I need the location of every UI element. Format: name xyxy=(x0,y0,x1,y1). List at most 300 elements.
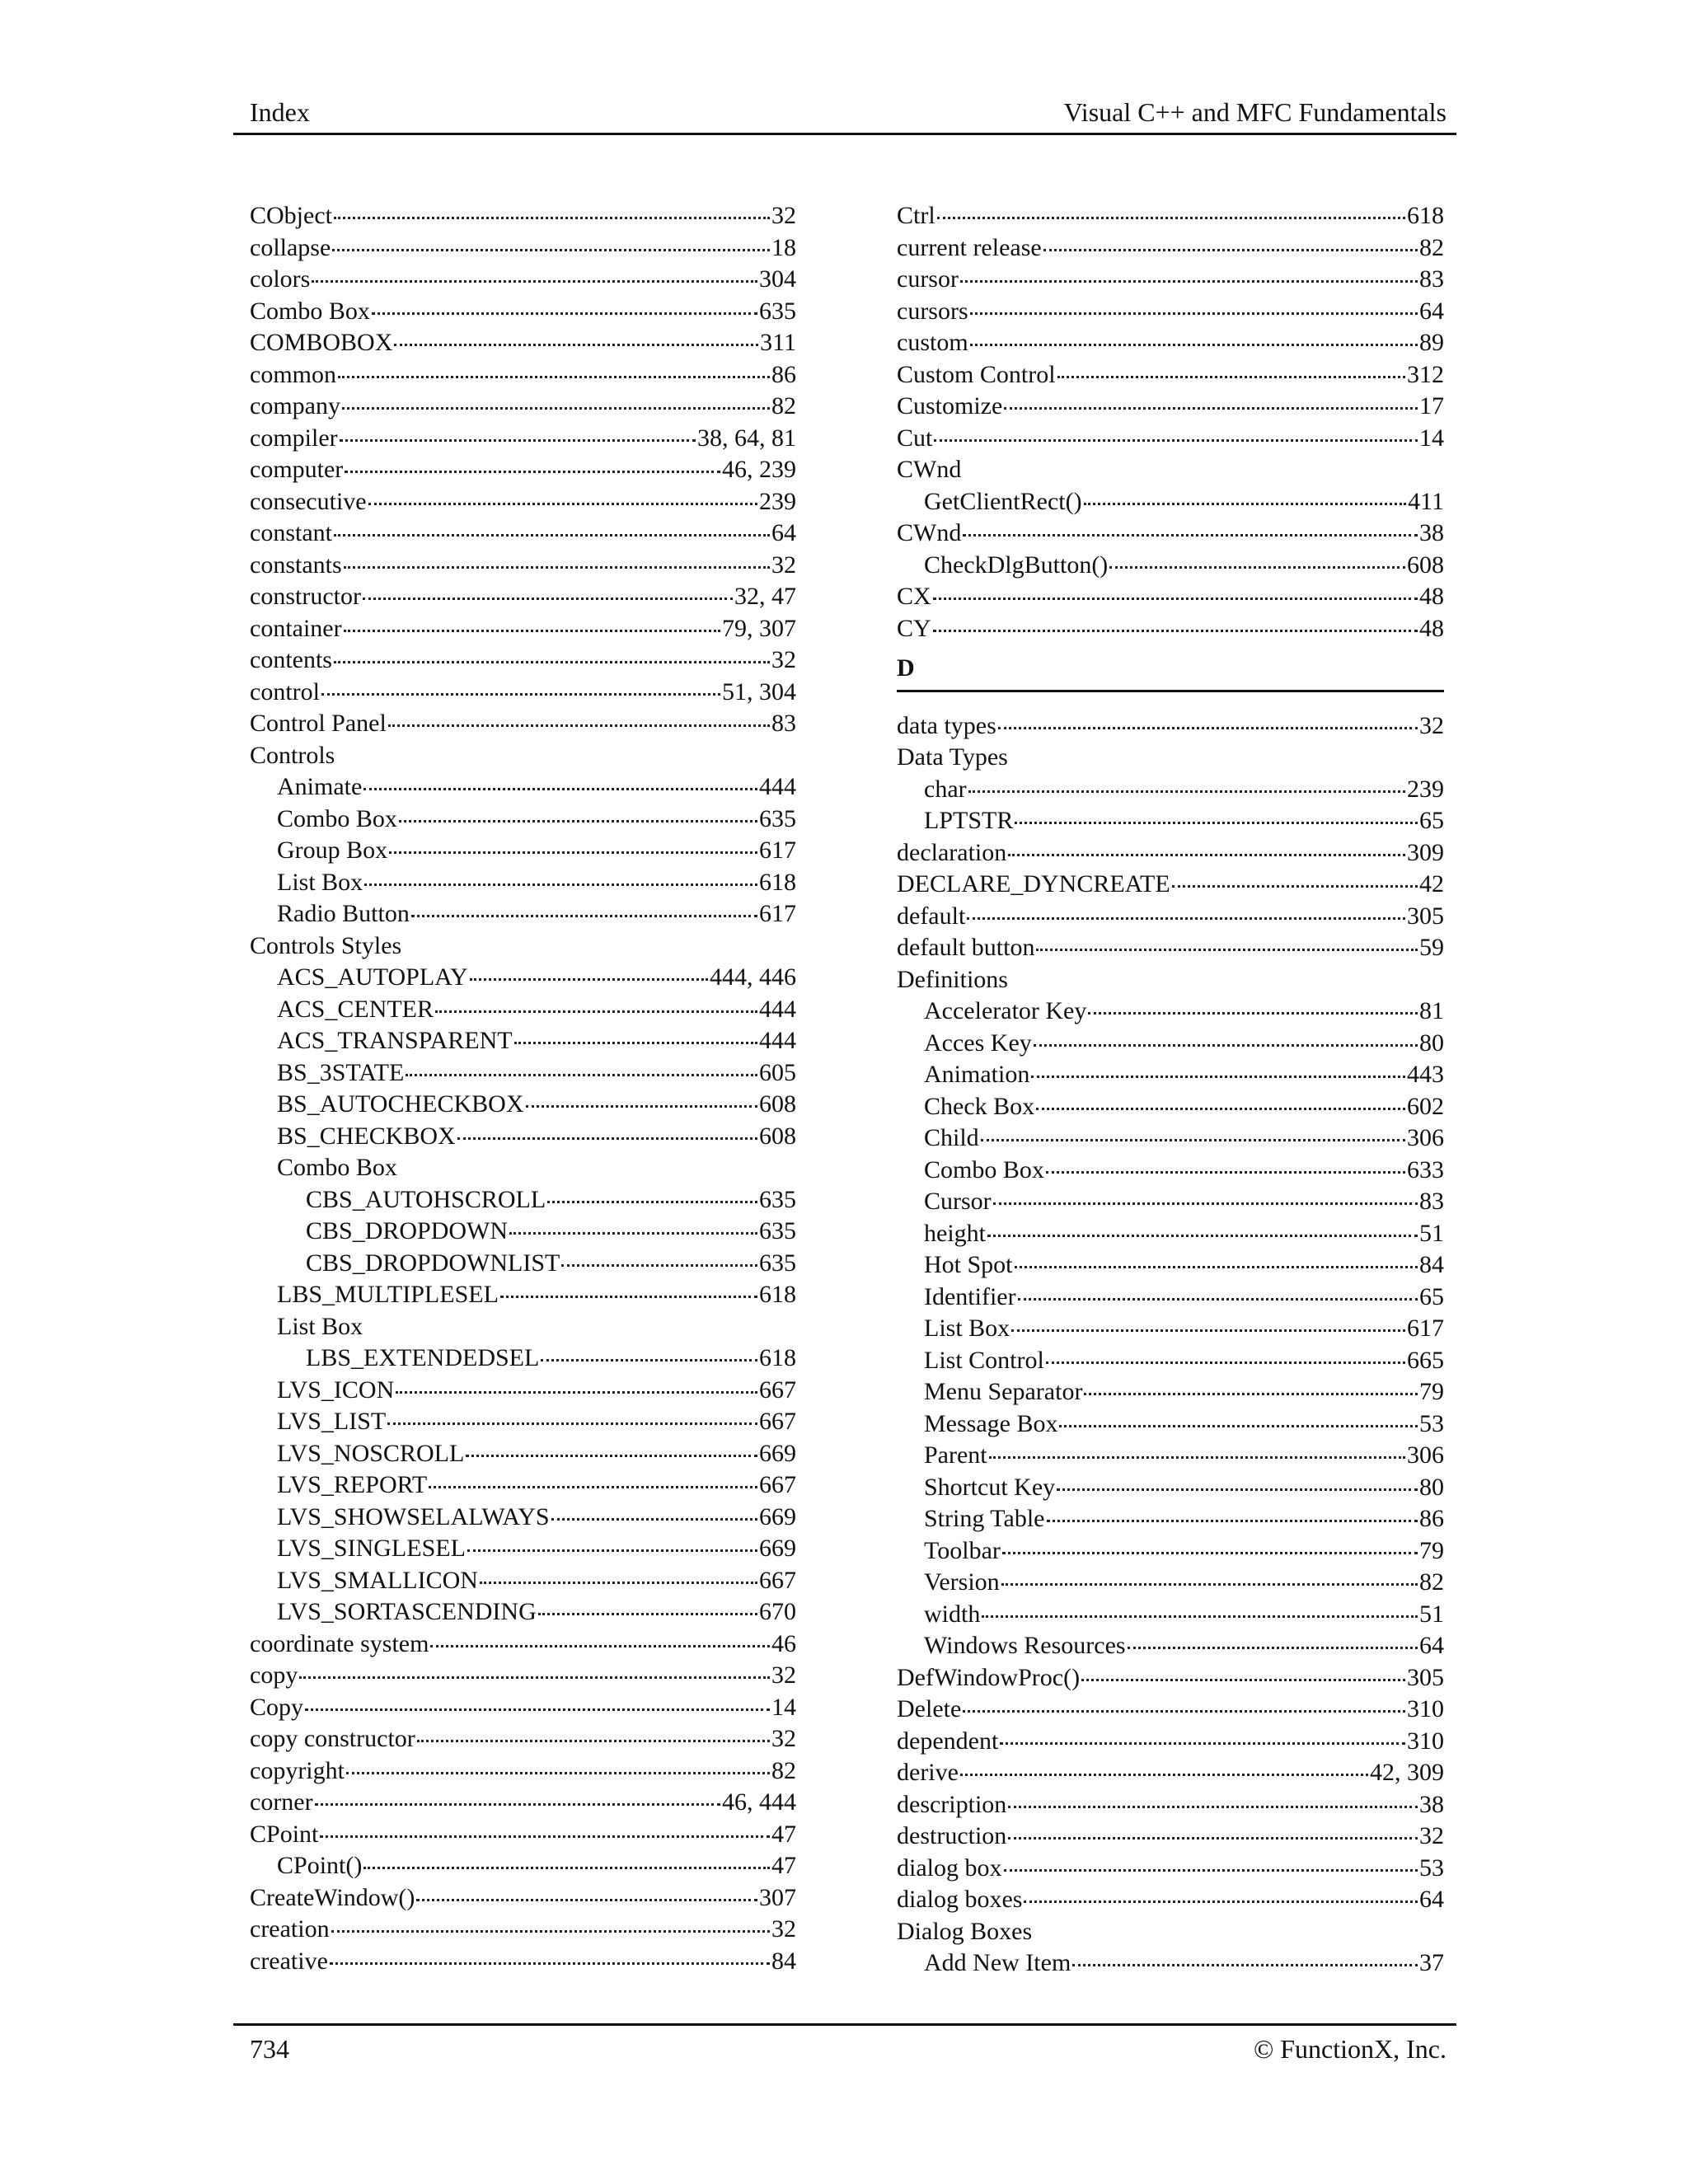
dot-leader xyxy=(509,1232,757,1235)
index-page-numbers: 64 xyxy=(771,519,796,546)
index-entry xyxy=(250,835,796,867)
index-term: CPoint() xyxy=(277,1852,363,1879)
index-page-numbers: 37 xyxy=(1419,1949,1444,1976)
dot-leader xyxy=(1036,949,1418,951)
dot-leader xyxy=(1084,1393,1418,1395)
index-entry xyxy=(897,1345,1444,1377)
index-entry xyxy=(897,613,1444,645)
index-entry xyxy=(250,867,796,899)
index-term: CObject xyxy=(250,202,332,229)
index-term: default button xyxy=(897,934,1035,961)
index-entry xyxy=(897,1091,1444,1123)
index-page-numbers: 635 xyxy=(759,1249,796,1277)
index-term: company xyxy=(250,392,340,419)
dot-leader xyxy=(430,1645,770,1647)
index-term: LBS_EXTENDEDSEL xyxy=(306,1344,540,1371)
dot-leader xyxy=(480,1582,757,1584)
index-entry xyxy=(250,1279,796,1311)
index-term: Child xyxy=(924,1124,979,1151)
index-term: Controls xyxy=(250,741,335,769)
dot-leader xyxy=(364,883,757,886)
index-page-numbers: 65 xyxy=(1419,1282,1444,1310)
index-term: custom xyxy=(897,329,968,356)
dot-leader xyxy=(1018,1298,1418,1301)
index-page-numbers: 83 xyxy=(771,710,796,737)
index-term: List Box xyxy=(277,868,363,896)
index-entry xyxy=(897,869,1444,901)
index-entry xyxy=(250,1914,796,1946)
index-term: Add New Item xyxy=(924,1949,1071,1976)
index-page-numbers: 32 xyxy=(771,1915,796,1943)
index-term: Controls Styles xyxy=(250,931,402,959)
index-entry xyxy=(250,804,796,836)
dot-leader xyxy=(342,407,770,410)
dot-leader xyxy=(1002,1552,1418,1554)
index-page-numbers: 669 xyxy=(759,1535,796,1562)
index-term: Animate xyxy=(277,773,363,800)
index-entry xyxy=(250,1533,796,1565)
index-term: char xyxy=(924,775,967,803)
index-page-numbers: 617 xyxy=(759,900,796,927)
index-page-numbers: 82 xyxy=(1419,1568,1444,1596)
index-entry xyxy=(250,1089,796,1121)
index-page-numbers: 309 xyxy=(1407,838,1444,866)
index-page-numbers: 618 xyxy=(759,1281,796,1308)
dot-leader xyxy=(416,1899,757,1901)
index-page-numbers: 306 xyxy=(1407,1441,1444,1469)
index-entry xyxy=(897,264,1444,296)
index-term: Menu Separator xyxy=(924,1378,1083,1405)
index-term: Shortcut Key xyxy=(924,1473,1056,1501)
index-entry xyxy=(897,1884,1444,1916)
dot-leader xyxy=(363,598,733,600)
index-entry xyxy=(250,1438,796,1470)
index-entry xyxy=(897,327,1444,359)
index-page-numbers: 670 xyxy=(759,1598,796,1625)
header-section-title: Index xyxy=(250,97,310,127)
index-page-numbers: 46 xyxy=(771,1629,796,1657)
dot-leader xyxy=(387,1422,757,1425)
index-term: Animation xyxy=(924,1061,1030,1088)
index-term: cursors xyxy=(897,297,968,325)
dot-leader xyxy=(981,1139,1405,1141)
dot-leader xyxy=(1081,1679,1405,1681)
index-page-numbers: 81 xyxy=(1419,997,1444,1024)
index-page-numbers: 48 xyxy=(1419,583,1444,610)
index-entry xyxy=(897,1376,1444,1408)
index-term: LBS_MULTIPLESEL xyxy=(277,1281,499,1308)
index-term: height xyxy=(924,1219,986,1247)
dot-leader xyxy=(934,439,1418,442)
index-entry xyxy=(897,200,1444,232)
index-page-numbers: 18 xyxy=(771,233,796,261)
index-entry xyxy=(250,771,796,804)
index-page-numbers: 53 xyxy=(1419,1854,1444,1882)
dot-leader xyxy=(970,312,1418,315)
dot-leader xyxy=(1036,1108,1405,1110)
index-page-numbers: 239 xyxy=(759,487,796,515)
index-term: colors xyxy=(250,265,311,293)
index-term: dialog box xyxy=(897,1854,1002,1882)
index-entry xyxy=(897,1059,1444,1091)
index-term: computer xyxy=(250,456,344,483)
dot-leader xyxy=(1047,1520,1418,1522)
index-term: contents xyxy=(250,646,332,673)
index-entry xyxy=(250,1565,796,1597)
index-page-numbers: 89 xyxy=(1419,329,1444,356)
index-entry xyxy=(250,1248,796,1280)
index-page-numbers: 64 xyxy=(1419,1632,1444,1659)
dot-leader xyxy=(406,1074,757,1076)
dot-leader xyxy=(363,788,757,790)
dot-leader xyxy=(321,693,720,696)
index-entry xyxy=(250,264,796,296)
index-entry xyxy=(897,1757,1444,1789)
index-term: dialog boxes xyxy=(897,1886,1023,1913)
index-term: constants xyxy=(250,551,342,579)
dot-leader xyxy=(368,503,757,505)
dot-leader xyxy=(937,217,1405,219)
index-term: Accelerator Key xyxy=(924,997,1087,1024)
dot-leader xyxy=(1000,1742,1405,1745)
index-entry xyxy=(250,1819,796,1851)
index-page-numbers: 602 xyxy=(1407,1092,1444,1120)
dot-leader xyxy=(1011,1329,1405,1332)
index-entry xyxy=(897,1440,1444,1472)
index-page-numbers: 304 xyxy=(759,265,796,293)
index-term: CBS_AUTOHSCROLL xyxy=(306,1185,546,1213)
index-page-numbers: 32 xyxy=(771,646,796,673)
index-term: DefWindowProc() xyxy=(897,1663,1081,1691)
index-entry xyxy=(897,1853,1444,1885)
index-term: Cut xyxy=(897,424,933,452)
index-entry xyxy=(250,930,796,963)
index-term: BS_AUTOCHECKBOX xyxy=(277,1090,524,1118)
dot-leader xyxy=(466,1455,757,1457)
index-term: constructor xyxy=(250,583,361,610)
index-page-numbers: 47 xyxy=(771,1820,796,1848)
dot-leader xyxy=(334,661,770,663)
index-entry xyxy=(897,1789,1444,1821)
dot-leader xyxy=(1001,1583,1418,1586)
index-page-numbers: 32 xyxy=(771,1661,796,1689)
dot-leader xyxy=(467,1549,757,1552)
index-entry xyxy=(250,1787,796,1819)
index-entry xyxy=(250,1184,796,1216)
index-entry xyxy=(250,1121,796,1153)
dot-leader xyxy=(1008,854,1405,856)
index-entry xyxy=(897,1028,1444,1060)
index-page-numbers: 608 xyxy=(759,1090,796,1118)
index-term: List Box xyxy=(277,1312,363,1340)
index-entry xyxy=(897,1282,1444,1314)
index-entry xyxy=(897,1662,1444,1694)
index-entry xyxy=(250,1723,796,1755)
index-entry xyxy=(250,1343,796,1375)
index-term: Toolbar xyxy=(924,1536,1001,1564)
index-term: Windows Resources xyxy=(924,1632,1126,1659)
dot-leader xyxy=(372,312,757,315)
index-page-numbers: 311 xyxy=(760,329,796,356)
dot-leader xyxy=(1084,503,1407,505)
index-entry xyxy=(250,644,796,677)
index-entry xyxy=(897,996,1444,1028)
index-term: common xyxy=(250,360,336,388)
index-entry xyxy=(897,1472,1444,1504)
index-entry xyxy=(250,423,796,455)
index-page-numbers: 306 xyxy=(1407,1124,1444,1151)
index-page-numbers: 635 xyxy=(759,297,796,325)
index-entry xyxy=(250,994,796,1026)
page-header xyxy=(233,99,1456,135)
index-page-numbers: 79, 307 xyxy=(722,614,796,642)
index-entry xyxy=(250,391,796,423)
index-term: LVS_NOSCROLL xyxy=(277,1439,465,1467)
index-entry xyxy=(250,1755,796,1788)
index-term: Group Box xyxy=(277,837,388,864)
index-page-numbers: 82 xyxy=(771,1756,796,1784)
index-entry xyxy=(250,1502,796,1534)
index-page-numbers: 51, 304 xyxy=(722,677,796,705)
index-entry xyxy=(250,962,796,994)
index-page-numbers: 42, 309 xyxy=(1370,1759,1444,1786)
dot-leader xyxy=(514,1042,757,1044)
index-term: LVS_LIST xyxy=(277,1408,387,1435)
index-page-numbers: 443 xyxy=(1407,1061,1444,1088)
dot-leader xyxy=(989,1456,1405,1459)
dot-leader xyxy=(993,1202,1418,1205)
index-term: CY xyxy=(897,614,931,642)
dot-leader xyxy=(411,915,757,917)
index-entry xyxy=(897,1821,1444,1853)
dot-leader xyxy=(340,439,696,442)
index-page-numbers: 46, 239 xyxy=(722,456,796,483)
index-entry xyxy=(897,1408,1444,1441)
index-term: data types xyxy=(897,711,996,739)
index-entry xyxy=(250,1629,796,1661)
index-term: default xyxy=(897,902,966,930)
index-term: CreateWindow() xyxy=(250,1883,415,1911)
index-page-numbers: 86 xyxy=(1419,1505,1444,1532)
index-entry xyxy=(250,1311,796,1343)
index-term: Control Panel xyxy=(250,710,387,737)
dot-leader xyxy=(933,630,1418,632)
index-entry xyxy=(250,296,796,328)
index-page-numbers: 608 xyxy=(759,1122,796,1150)
index-entry xyxy=(897,581,1444,613)
index-entry xyxy=(250,1692,796,1724)
index-page-numbers: 79 xyxy=(1419,1536,1444,1564)
index-term: corner xyxy=(250,1788,313,1816)
dot-leader xyxy=(1172,885,1418,888)
index-entry xyxy=(897,805,1444,837)
index-page-numbers: 444, 446 xyxy=(710,963,796,991)
index-page-numbers: 42 xyxy=(1419,870,1444,898)
index-term: Radio Button xyxy=(277,900,410,927)
index-page-numbers: 617 xyxy=(759,837,796,864)
index-entry xyxy=(250,200,796,232)
dot-leader xyxy=(344,630,720,632)
dot-leader xyxy=(963,1710,1405,1713)
index-term: constant xyxy=(250,519,332,546)
index-page-numbers: 618 xyxy=(759,868,796,896)
index-page-numbers: 307 xyxy=(759,1883,796,1911)
index-term: Combo Box xyxy=(250,297,370,325)
index-entry xyxy=(250,327,796,359)
index-entry xyxy=(897,454,1444,486)
dot-leader xyxy=(551,1518,757,1521)
index-entry xyxy=(250,232,796,265)
page-footer xyxy=(233,2023,1456,2064)
index-page-numbers: 48 xyxy=(1419,614,1444,642)
index-term: CBS_DROPDOWN xyxy=(306,1217,509,1244)
index-entry xyxy=(897,1249,1444,1282)
dot-leader xyxy=(960,1774,1368,1776)
dot-leader xyxy=(968,790,1405,793)
index-page-numbers: 667 xyxy=(759,1566,796,1594)
index-entry xyxy=(897,964,1444,996)
index-page-numbers: 635 xyxy=(759,1185,796,1213)
index-page-numbers: 38, 64, 81 xyxy=(697,424,796,452)
dot-leader xyxy=(970,344,1418,346)
index-page-numbers: 618 xyxy=(1407,202,1444,229)
index-page-numbers: 38 xyxy=(1419,1790,1444,1818)
index-page-numbers: 444 xyxy=(759,773,796,800)
dot-leader xyxy=(1043,249,1418,251)
index-entry xyxy=(897,1567,1444,1599)
index-term: BS_3STATE xyxy=(277,1058,405,1086)
dot-leader xyxy=(538,1613,757,1615)
dot-leader xyxy=(1128,1647,1418,1649)
dot-leader xyxy=(1004,407,1418,410)
dot-leader xyxy=(1072,1964,1418,1966)
index-page-numbers: 444 xyxy=(759,1027,796,1054)
index-term: String Table xyxy=(924,1505,1045,1532)
index-term: Copy xyxy=(250,1693,304,1721)
index-term: creative xyxy=(250,1947,328,1975)
index-page-numbers: 65 xyxy=(1419,807,1444,834)
dot-leader xyxy=(346,1772,770,1774)
index-page-numbers: 608 xyxy=(1407,551,1444,579)
index-page-numbers: 38 xyxy=(1419,519,1444,546)
dot-leader xyxy=(388,724,770,727)
index-entry xyxy=(897,1916,1444,1948)
dot-leader xyxy=(500,1296,757,1298)
index-entry xyxy=(250,454,796,486)
index-page-numbers: 633 xyxy=(1407,1155,1444,1183)
index-entry xyxy=(897,486,1444,518)
index-term: CBS_DROPDOWNLIST xyxy=(306,1249,560,1277)
index-term: declaration xyxy=(897,838,1007,866)
index-page-numbers: 53 xyxy=(1419,1409,1444,1437)
index-entry xyxy=(250,677,796,709)
dot-leader xyxy=(457,1137,757,1140)
index-term: LVS_SHOWSELALWAYS xyxy=(277,1502,550,1530)
dot-leader xyxy=(1004,1869,1418,1872)
dot-leader xyxy=(344,566,770,569)
index-term: current release xyxy=(897,233,1042,261)
index-term: List Box xyxy=(924,1315,1010,1342)
index-entry xyxy=(897,1726,1444,1758)
index-entry xyxy=(250,1025,796,1057)
header-book-title: Visual C++ and MFC Fundamentals xyxy=(1063,97,1447,127)
dot-leader xyxy=(399,820,757,823)
dot-leader xyxy=(389,851,757,854)
index-page-numbers: 605 xyxy=(759,1058,796,1086)
index-term: description xyxy=(897,1790,1007,1818)
index-page-numbers: 32 xyxy=(771,551,796,579)
dot-leader xyxy=(435,1010,757,1013)
index-page-numbers: 667 xyxy=(759,1376,796,1404)
index-entry xyxy=(250,708,796,740)
index-entry xyxy=(897,774,1444,806)
index-entry xyxy=(897,518,1444,550)
index-term: GetClientRect() xyxy=(924,487,1082,515)
index-page-numbers: 46, 444 xyxy=(722,1788,796,1816)
dot-leader xyxy=(967,917,1405,920)
index-column-left xyxy=(250,200,796,1977)
index-page-numbers: 239 xyxy=(1407,775,1444,803)
dot-leader xyxy=(1046,1361,1405,1364)
dot-leader xyxy=(394,344,758,346)
index-term: Cursor xyxy=(924,1188,992,1215)
index-entry xyxy=(897,901,1444,933)
index-page-numbers: 14 xyxy=(1419,424,1444,452)
index-entry xyxy=(250,1850,796,1882)
index-page-numbers: 82 xyxy=(771,392,796,419)
index-term: Combo Box xyxy=(277,804,397,832)
index-entry xyxy=(250,1406,796,1438)
dot-leader xyxy=(1008,1806,1418,1808)
index-entry xyxy=(250,550,796,582)
index-entry xyxy=(250,898,796,930)
index-page-numbers: 80 xyxy=(1419,1029,1444,1057)
index-entry xyxy=(897,232,1444,265)
index-term: Definitions xyxy=(897,965,1008,993)
index-entry xyxy=(897,932,1444,964)
index-page-numbers: 444 xyxy=(759,995,796,1023)
index-term: Dialog Boxes xyxy=(897,1917,1033,1945)
index-entry xyxy=(897,296,1444,328)
index-page-numbers: 86 xyxy=(771,360,796,388)
index-entry xyxy=(250,359,796,391)
index-entry xyxy=(897,1313,1444,1345)
index-page-numbers: 51 xyxy=(1419,1600,1444,1628)
dot-leader xyxy=(363,1867,770,1869)
index-term: Parent xyxy=(924,1441,987,1469)
dot-leader xyxy=(987,1235,1418,1237)
index-page-numbers: 305 xyxy=(1407,902,1444,930)
index-entry xyxy=(897,359,1444,391)
index-entry xyxy=(897,1535,1444,1568)
dot-leader xyxy=(561,1264,757,1267)
dot-leader xyxy=(547,1201,757,1203)
index-page-numbers: 84 xyxy=(771,1947,796,1975)
dot-leader xyxy=(1031,1076,1405,1078)
index-page-numbers: 32, 47 xyxy=(734,583,796,610)
index-entry xyxy=(897,742,1444,774)
dot-leader xyxy=(963,534,1418,537)
index-term: Ctrl xyxy=(897,202,935,229)
index-term: Customize xyxy=(897,392,1003,419)
index-term: List Control xyxy=(924,1346,1044,1374)
dot-leader xyxy=(1059,1425,1418,1427)
index-term: width xyxy=(924,1600,981,1628)
index-page-numbers: 32 xyxy=(1419,711,1444,739)
dot-leader xyxy=(1008,1837,1418,1840)
index-term: Hot Spot xyxy=(924,1251,1013,1278)
dot-leader xyxy=(982,1615,1418,1618)
